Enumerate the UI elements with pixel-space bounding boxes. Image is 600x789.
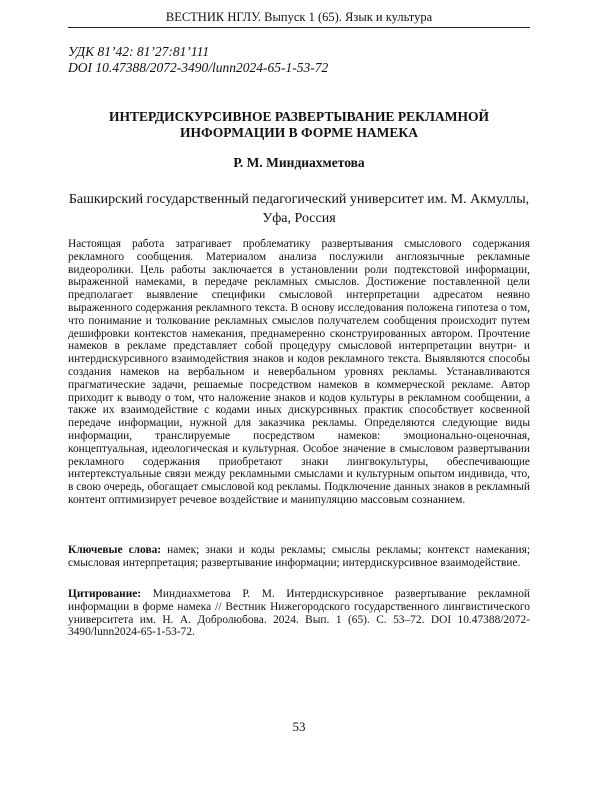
article-title-line-1: ИНТЕРДИСКУРСИВНОЕ РАЗВЕРТЫВАНИЕ РЕКЛАМНОЙ — [109, 109, 489, 124]
udk-code: УДК 81’42: 81’27:81’111 — [68, 44, 210, 59]
keywords-block — [68, 544, 530, 570]
citation-label: Цитирование: — [68, 588, 153, 600]
keywords-text: намек; знаки и коды рекламы; смыслы рекламы; контекст намекания; смысловая интерпретация; развертывание информации; интердискурсивное взаимодействие. — [68, 544, 530, 569]
running-header: ВЕСТНИК НГЛУ. Выпуск 1 (65). Язык и культура — [165, 10, 433, 24]
article-title-line-2: ИНФОРМАЦИИ В ФОРМЕ НАМЕКА — [180, 125, 418, 140]
abstract-text: Настоящая работа затрагивает проблематику развертывания смыслового содержания рекламного сообщения. Материалом анализа послужили англоязычные рекламные видеоролики. Цель работы заключается в установлении роли подтекстовой информации, выраженной намеками, в передаче рекламных смыслов. Достижение поставленной цели предполагает выявление специфики смысловой интерпретации адресатом неявно выраженного содержания рекламного текста. В основу исследования положена гипотеза о том, что понимание и толкование рекламных смыслов получателем сообщения происходит путем дешифровки контекстов намекания, преднамеренно сконструированных автором. Прочтение намеков в рекламе представляет собой процедуру смысловой интерпретации внутри- и интердискурсивного взаимодействия знаков и кодов рекламного текста. Выявляются способы создания намеков на вербальном и невербальном уровнях рекламы. Устанавливаются прагматические задачи, решаемые посредством намеков в коммерческой рекламе. Автор приходит к выводу о том, что наложение знаков и кодов культуры в рекламном сообщении, а также их взаимодействие с кодами иных дискурсивных практик способствует косвенной передаче информации, нужной для заказчика рекламы. Определяются следующие виды информации, транслируемые посредством намеков: эмоционально-оценочная, концептуальная, идеологическая и культурная. Особое значение в смысловом развертывании рекламного содержания приобретают знаки лингвокультуры, обеспечивающие интертекстуальные связи между рекламными смыслами и культурным опытом индивида, что, в свою очередь, обогащает смысловой код рекламы. Подключение данных знаков в рекламный контент оптимизирует речевое воздействие и манипуляцию массовым сознанием. — [68, 238, 530, 506]
affiliation-line-2: Уфа, Россия — [262, 211, 336, 226]
author-affiliation — [68, 190, 530, 228]
doi-identifier: DOI 10.47388/2072-3490/lunn2024-65-1-53-72 — [68, 60, 329, 75]
header-divider — [68, 27, 530, 28]
citation-block — [68, 588, 530, 639]
page-number: 53 — [292, 719, 306, 734]
article-title — [68, 109, 530, 141]
citation-text: Миндиахметова Р. М. Интердискурсивное развертывание рекламной информации в форме намека // Вестник Нижегородского государственного лингвистического университета им. Н. А. Добролюбова. 2024. Вып. 1 (65). С. 53–72. DOI 10.47388/2072-3490/lunn2024-65-1-53-72. — [68, 588, 530, 639]
abstract — [68, 238, 530, 507]
affiliation-line-1: Башкирский государственный педагогический университет им. М. Акмуллы, — [68, 192, 530, 207]
author-name: Р. М. Миндиахметова — [233, 155, 365, 170]
article-meta — [68, 44, 530, 76]
keywords-label: Ключевые слова: — [68, 544, 168, 556]
